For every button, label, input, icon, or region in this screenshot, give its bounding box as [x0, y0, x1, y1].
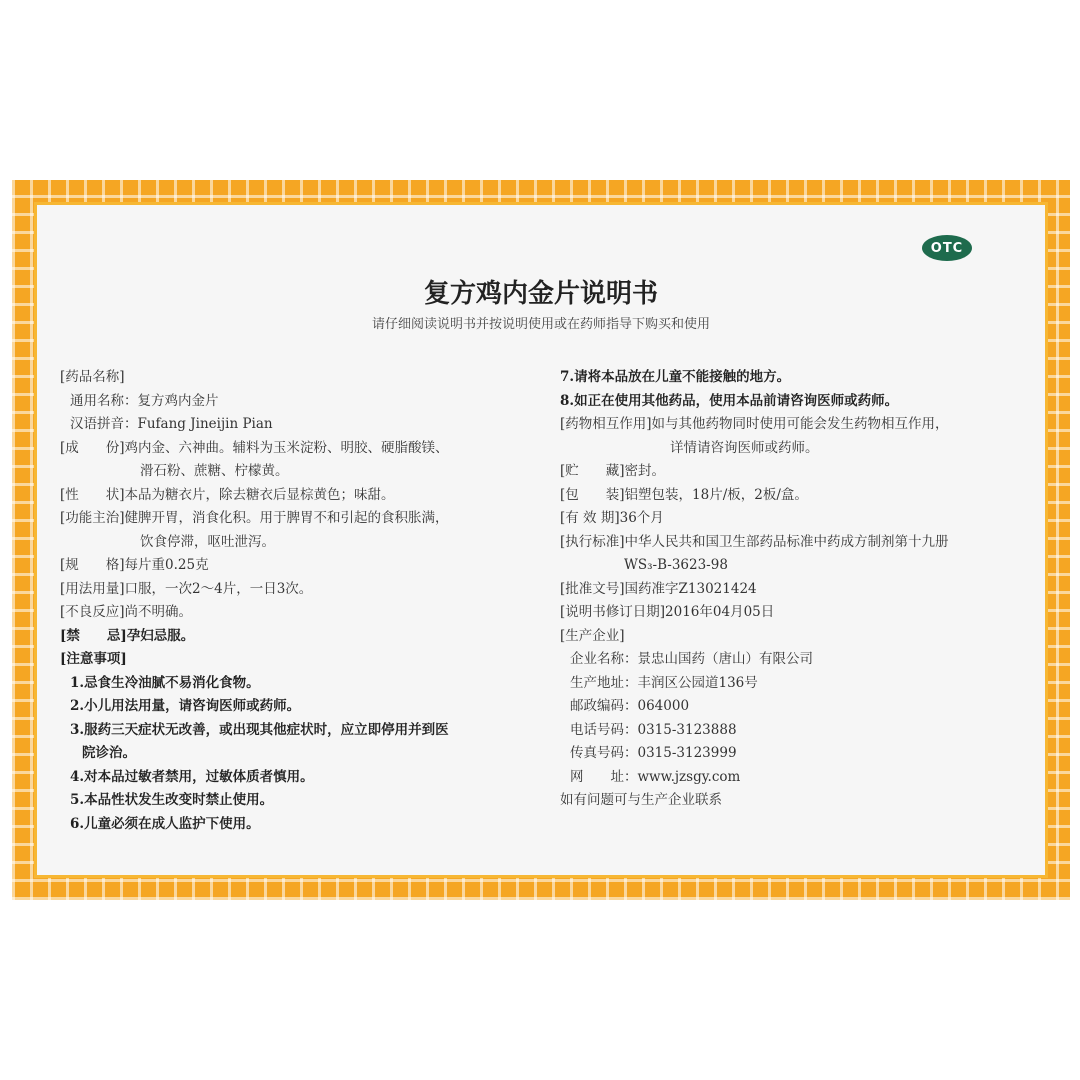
precaution-item: 1.忌食生冷油腻不易消化食物。 — [70, 674, 260, 691]
company-name: 企业名称：景忠山国药（唐山）有限公司 — [570, 651, 813, 667]
precaution-item-cont: 院诊治。 — [82, 745, 136, 761]
left-column — [60, 366, 530, 836]
precaution-item: 6.儿童必须在成人监护下使用。 — [70, 815, 260, 832]
generic-name: 通用名称：复方鸡内金片 — [70, 392, 219, 409]
phone-number: 电话号码：0315-3123888 — [570, 721, 737, 738]
contraindications: [禁 忌]孕妇忌服。 — [60, 627, 195, 644]
fax-number: 传真号码：0315-3123999 — [570, 745, 737, 761]
precautions-header: [注意事项] — [60, 651, 127, 667]
precaution-item: 3.服药三天症状无改善，或出现其他症状时，应立即停用并到医 — [70, 721, 449, 738]
approval-number: [批准文号]国药准字Z13021424 — [560, 580, 757, 597]
website: 网 址：www.jzsgy.com — [570, 768, 741, 785]
manufacturer-header: [生产企业] — [560, 627, 625, 644]
interaction-line-2: 详情请咨询医师或药师。 — [670, 439, 819, 456]
precaution-item: 2.小儿用法用量，请咨询医师或药师。 — [70, 698, 301, 714]
properties: [性 状]本品为糖衣片，除去糖衣后显棕黄色；味甜。 — [60, 486, 395, 503]
storage: [贮 藏]密封。 — [560, 463, 666, 479]
precaution-item: 5.本品性状发生改变时禁止使用。 — [70, 792, 274, 808]
precaution-item: 7.请将本品放在儿童不能接触的地方。 — [560, 369, 791, 385]
ingredients-line-2: 滑石粉、蔗糖、柠檬黄。 — [140, 463, 289, 479]
document-title: 复方鸡内金片说明书 — [423, 279, 658, 309]
indications-line-2: 饮食停滞，呕吐泄泻。 — [140, 533, 275, 550]
ingredients-line-1: [成 份]鸡内金、六神曲。辅料为玉米淀粉、明胶、硬脂酸镁、 — [60, 439, 449, 456]
dosage: [用法用量]口服，一次2～4片，一日3次。 — [60, 580, 313, 597]
standard-line-1: [执行标准]中华人民共和国卫生部药品标准中药成方制剂第十九册 — [560, 533, 949, 550]
contact-note: 如有问题可与生产企业联系 — [560, 792, 722, 808]
adverse-reactions: [不良反应]尚不明确。 — [60, 604, 193, 620]
package: [包 装]铝塑包装，18片/板，2板/盒。 — [560, 486, 808, 503]
otc-badge: OTC — [922, 235, 972, 261]
standard-line-2: WS₃-B-3623-98 — [624, 557, 728, 573]
leaflet-card — [12, 180, 1070, 900]
company-address: 生产地址：丰润区公园道136号 — [570, 674, 758, 691]
drug-name-header: [药品名称] — [60, 369, 125, 385]
pinyin-name: 汉语拼音：Fufang Jineijin Pian — [70, 416, 273, 432]
postcode: 邮政编码：064000 — [570, 698, 690, 714]
specification: [规 格]每片重0.25克 — [60, 557, 209, 573]
precaution-item: 4.对本品过敏者禁用，过敏体质者慎用。 — [70, 768, 314, 785]
validity: [有 效 期]36个月 — [560, 510, 664, 526]
revision-date: [说明书修订日期]2016年04月05日 — [560, 604, 775, 620]
right-column — [560, 366, 1040, 813]
interaction-line-1: [药物相互作用]如与其他药物同时使用可能会发生药物相互作用， — [560, 416, 949, 432]
document-subtitle: 请仔细阅读说明书并按说明使用或在药师指导下购买和使用 — [371, 317, 710, 332]
indications-line-1: [功能主治]健脾开胃，消食化积。用于脾胃不和引起的食积胀满， — [60, 510, 449, 526]
precaution-item: 8.如正在使用其他药品，使用本品前请咨询医师或药师。 — [560, 392, 899, 409]
